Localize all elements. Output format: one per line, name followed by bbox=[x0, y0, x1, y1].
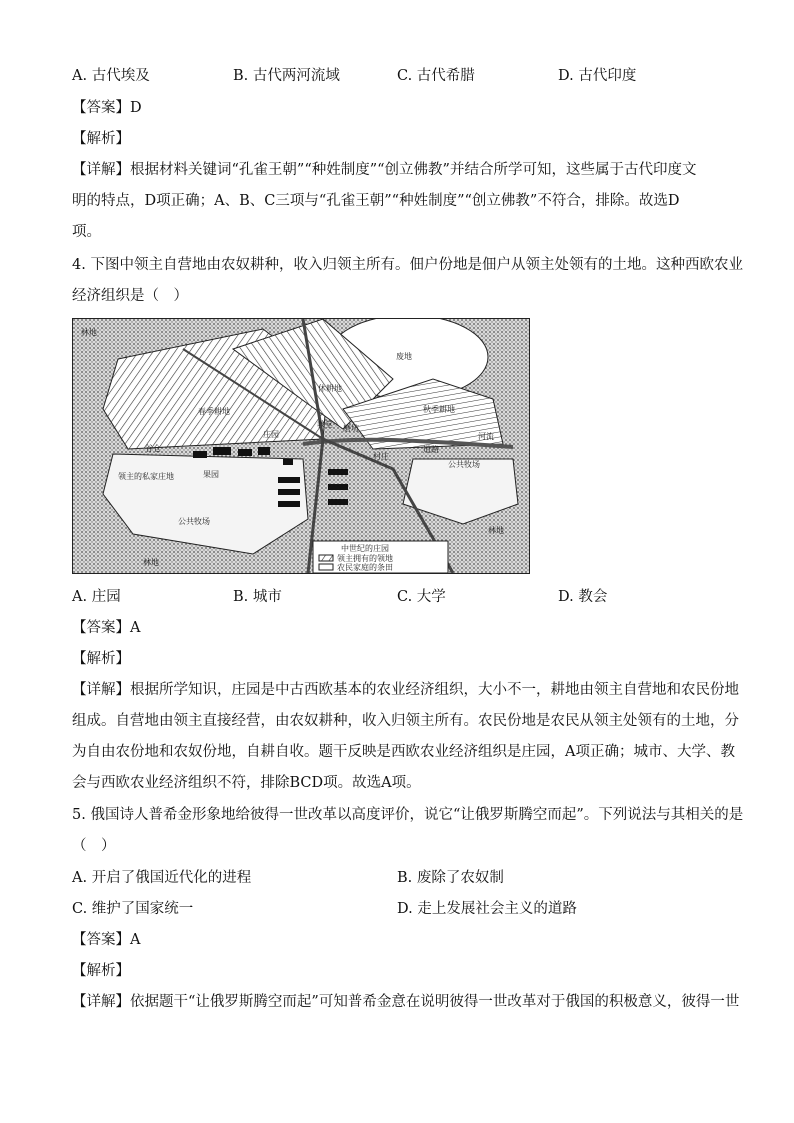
legend-lord: 领主拥有的领地 bbox=[337, 554, 393, 563]
q4-analysis-heading: 【解析】 bbox=[72, 651, 130, 667]
label-orchard: 果园 bbox=[203, 470, 219, 479]
label-church: 教堂 bbox=[317, 420, 333, 429]
q4-detail-line-4: 会与西欧农业经济组织不符，排除BCD项。故选A项。 bbox=[72, 775, 421, 791]
label-woods-2: 林地 bbox=[143, 558, 159, 567]
label-granary: 谷仓 bbox=[145, 444, 161, 453]
q5-option-c: C. 维护了国家统一 bbox=[72, 901, 194, 917]
q4-option-a: A. 庄园 bbox=[72, 589, 121, 605]
q5-stem-line-1: 5. 俄国诗人普希金形象地给彼得一世改革以高度评价，说它“让俄罗斯腾空而起”。下列说法与其相关的是 bbox=[72, 807, 744, 823]
q4-detail-line-2: 组成。自营地由领主直接经营，由农奴耕种，收入归领主所有。农民份地是农民从领主处领有的土地，分 bbox=[72, 713, 739, 729]
label-woods-1: 林地 bbox=[81, 328, 97, 337]
legend-peasant: 农民家庭的条田 bbox=[337, 563, 393, 572]
q5-detail-line-1: 【详解】依据题干“让俄罗斯腾空而起”可知普希金意在说明彼得一世改革对于俄国的积极意义，彼得一世 bbox=[72, 994, 740, 1010]
legend-title: 中世纪的庄园 bbox=[341, 544, 389, 553]
label-wasteland: 废地 bbox=[396, 352, 412, 361]
label-manor: 庄园 bbox=[263, 430, 279, 439]
manor-map-figure bbox=[72, 318, 530, 574]
q5-option-b: B. 废除了农奴制 bbox=[397, 870, 504, 886]
manor-map bbox=[73, 319, 529, 573]
q5-answer: 【答案】A bbox=[72, 932, 141, 948]
q3-option-a: A. 古代埃及 bbox=[72, 68, 150, 84]
q5-stem-line-2: （ ） bbox=[72, 838, 116, 854]
q3-answer: 【答案】D bbox=[72, 100, 142, 116]
label-autumn: 秋季耕地 bbox=[423, 405, 455, 414]
q5-analysis-heading: 【解析】 bbox=[72, 963, 130, 979]
q4-detail-line-3: 为自由农份地和农奴份地，自耕自收。题干反映是西欧农业经济组织是庄园，A项正确；城市、大学、教 bbox=[72, 744, 735, 760]
q4-option-c: C. 大学 bbox=[397, 589, 446, 605]
q3-option-b: B. 古代两河流域 bbox=[233, 68, 340, 84]
q5-option-d: D. 走上发展社会主义的道路 bbox=[397, 901, 577, 917]
q4-stem-line-2: 经济组织是（ ） bbox=[72, 288, 188, 304]
q4-answer: 【答案】A bbox=[72, 620, 141, 636]
q4-stem-line-1: 4. 下图中领主自营地由农奴耕种，收入归领主所有。佃户份地是佃户从领主处领有的土地。这种西欧农业 bbox=[72, 257, 743, 273]
q3-option-c: C. 古代希腊 bbox=[397, 68, 475, 84]
q3-detail-line-1: 【详解】根据材料关键词“孔雀王朝”“种姓制度”“创立佛教”并结合所学可知，这些属于古代印度文 bbox=[72, 162, 697, 178]
label-woods-3: 林地 bbox=[488, 526, 504, 535]
q4-option-d: D. 教会 bbox=[558, 589, 608, 605]
label-fallow: 休耕地 bbox=[318, 384, 342, 393]
q4-option-b: B. 城市 bbox=[233, 589, 282, 605]
q3-option-d: D. 古代印度 bbox=[558, 68, 637, 84]
label-lord-house: 领主的私家庄地 bbox=[118, 472, 174, 481]
label-mill: 磨坊 bbox=[343, 424, 359, 433]
q4-detail-line-1: 【详解】根据所学知识，庄园是中古西欧基本的农业经济组织，大小不一，耕地由领主自营地和农民份地 bbox=[72, 682, 739, 698]
q5-option-a: A. 开启了俄国近代化的进程 bbox=[72, 870, 252, 886]
label-road: 道路 bbox=[423, 445, 439, 454]
label-pasture-left: 公共牧场 bbox=[178, 517, 210, 526]
label-spring: 春季耕地 bbox=[198, 407, 230, 416]
q3-detail-line-3: 项。 bbox=[72, 224, 101, 240]
label-river: 河流 bbox=[478, 432, 494, 441]
label-village: 村庄 bbox=[373, 452, 389, 461]
label-pasture-right: 公共牧场 bbox=[448, 460, 480, 469]
q3-detail-line-2: 明的特点，D项正确；A、B、C三项与“孔雀王朝”“种姓制度”“创立佛教”不符合，排除。故选D bbox=[72, 193, 680, 209]
q3-analysis-heading: 【解析】 bbox=[72, 131, 130, 147]
